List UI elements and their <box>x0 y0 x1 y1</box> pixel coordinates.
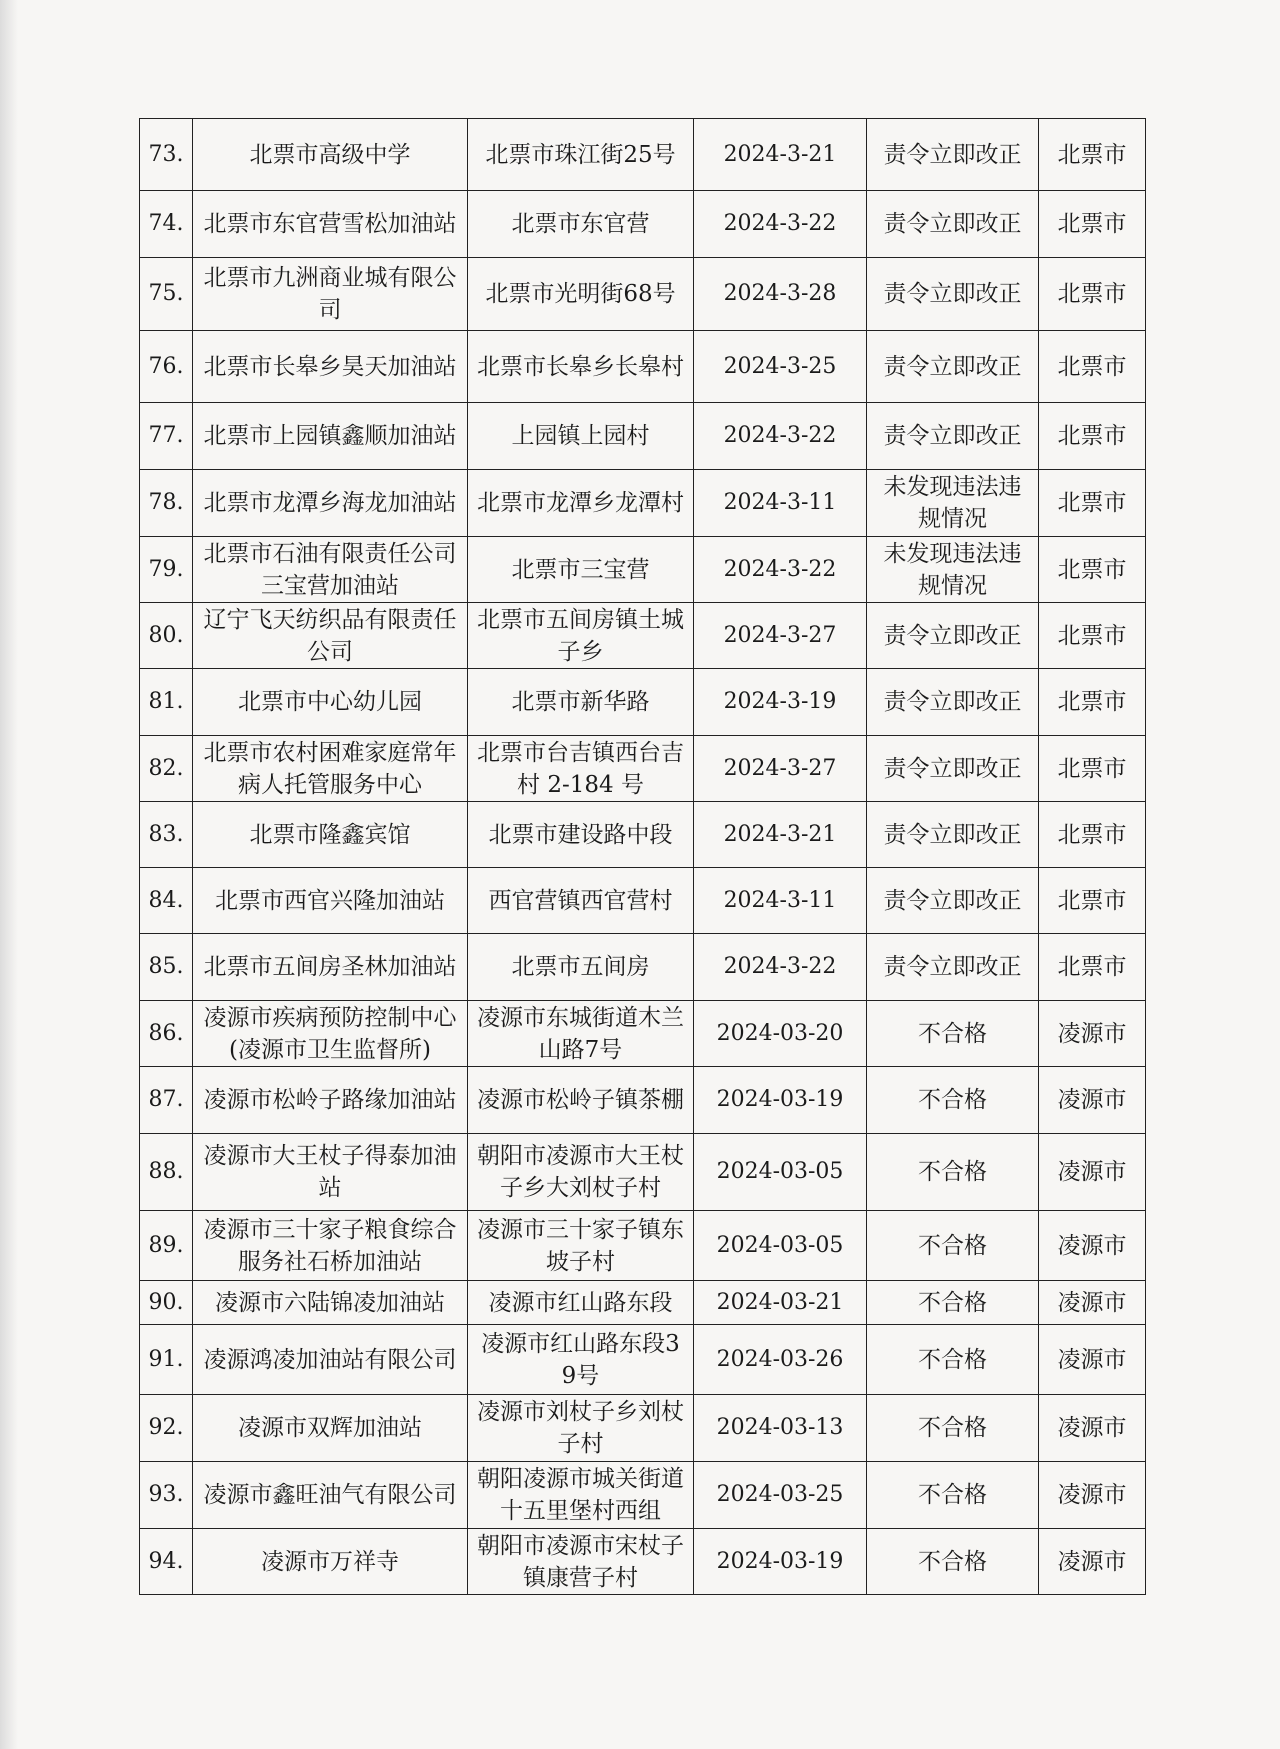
unit-name: 北票市长皋乡昊天加油站 <box>193 331 468 403</box>
region: 北票市 <box>1039 537 1146 603</box>
unit-name: 凌源市三十家子粮食综合服务社石桥加油站 <box>193 1211 468 1281</box>
inspection-date: 2024-03-25 <box>694 1462 867 1529</box>
unit-address: 北票市五间房镇土城子乡 <box>468 603 694 669</box>
inspection-result: 责令立即改正 <box>867 258 1039 331</box>
inspection-date: 2024-3-22 <box>694 191 867 258</box>
inspection-result: 责令立即改正 <box>867 403 1039 470</box>
table-row <box>140 1211 1146 1281</box>
table-row <box>140 258 1146 331</box>
row-number: 89. <box>140 1211 193 1281</box>
region: 北票市 <box>1039 258 1146 331</box>
table-row <box>140 868 1146 934</box>
unit-address: 上园镇上园村 <box>468 403 694 470</box>
inspection-date: 2024-3-22 <box>694 537 867 603</box>
region: 北票市 <box>1039 119 1146 191</box>
inspection-result: 责令立即改正 <box>867 603 1039 669</box>
region: 北票市 <box>1039 802 1146 868</box>
region: 凌源市 <box>1039 1001 1146 1067</box>
unit-address: 北票市龙潭乡龙潭村 <box>468 470 694 537</box>
unit-name: 凌源市六陆锦凌加油站 <box>193 1281 468 1325</box>
unit-address: 凌源市东城街道木兰山路7号 <box>468 1001 694 1067</box>
inspection-result: 不合格 <box>867 1134 1039 1211</box>
table-row <box>140 1067 1146 1134</box>
inspection-result: 责令立即改正 <box>867 331 1039 403</box>
unit-address: 北票市光明街68号 <box>468 258 694 331</box>
inspection-date: 2024-03-13 <box>694 1395 867 1462</box>
table-row <box>140 470 1146 537</box>
unit-name: 凌源市大王杖子得泰加油站 <box>193 1134 468 1211</box>
inspection-date: 2024-3-19 <box>694 669 867 736</box>
row-number: 91. <box>140 1325 193 1395</box>
table-row <box>140 331 1146 403</box>
inspection-date: 2024-3-21 <box>694 119 867 191</box>
inspection-result: 不合格 <box>867 1395 1039 1462</box>
unit-address: 北票市台吉镇西台吉村 2-184 号 <box>468 736 694 802</box>
unit-address: 北票市新华路 <box>468 669 694 736</box>
table-row <box>140 403 1146 470</box>
inspection-date: 2024-3-28 <box>694 258 867 331</box>
row-number: 90. <box>140 1281 193 1325</box>
unit-name: 凌源市万祥寺 <box>193 1529 468 1595</box>
unit-address: 北票市珠江街25号 <box>468 119 694 191</box>
inspection-date: 2024-3-27 <box>694 736 867 802</box>
region: 凌源市 <box>1039 1529 1146 1595</box>
region: 北票市 <box>1039 669 1146 736</box>
unit-name: 北票市九洲商业城有限公司 <box>193 258 468 331</box>
row-number: 79. <box>140 537 193 603</box>
inspection-date: 2024-3-25 <box>694 331 867 403</box>
unit-name: 北票市隆鑫宾馆 <box>193 802 468 868</box>
unit-name: 北票市中心幼儿园 <box>193 669 468 736</box>
row-number: 85. <box>140 934 193 1001</box>
region: 凌源市 <box>1039 1067 1146 1134</box>
row-number: 83. <box>140 802 193 868</box>
inspection-date: 2024-03-20 <box>694 1001 867 1067</box>
inspection-date: 2024-3-11 <box>694 470 867 537</box>
region: 北票市 <box>1039 331 1146 403</box>
row-number: 94. <box>140 1529 193 1595</box>
inspection-result: 不合格 <box>867 1462 1039 1529</box>
unit-address: 北票市五间房 <box>468 934 694 1001</box>
region: 凌源市 <box>1039 1134 1146 1211</box>
unit-name: 凌源市双辉加油站 <box>193 1395 468 1462</box>
table-row <box>140 669 1146 736</box>
region: 北票市 <box>1039 868 1146 934</box>
unit-name: 北票市五间房圣林加油站 <box>193 934 468 1001</box>
row-number: 93. <box>140 1462 193 1529</box>
inspection-result: 未发现违法违规情况 <box>867 537 1039 603</box>
unit-address: 朝阳市凌源市宋杖子镇康营子村 <box>468 1529 694 1595</box>
unit-name: 辽宁飞天纺织品有限责任公司 <box>193 603 468 669</box>
region: 凌源市 <box>1039 1395 1146 1462</box>
unit-address: 凌源市红山路东段 <box>468 1281 694 1325</box>
inspection-result: 未发现违法违规情况 <box>867 470 1039 537</box>
inspection-results-table <box>139 118 1146 1595</box>
table-row <box>140 603 1146 669</box>
inspection-result: 责令立即改正 <box>867 736 1039 802</box>
inspection-date: 2024-03-19 <box>694 1529 867 1595</box>
inspection-result: 责令立即改正 <box>867 669 1039 736</box>
unit-name: 北票市东官营雪松加油站 <box>193 191 468 258</box>
inspection-result: 不合格 <box>867 1211 1039 1281</box>
inspection-date: 2024-03-05 <box>694 1211 867 1281</box>
row-number: 78. <box>140 470 193 537</box>
table-row <box>140 802 1146 868</box>
row-number: 75. <box>140 258 193 331</box>
inspection-result: 不合格 <box>867 1281 1039 1325</box>
inspection-result: 不合格 <box>867 1067 1039 1134</box>
inspection-result: 责令立即改正 <box>867 934 1039 1001</box>
inspection-result: 责令立即改正 <box>867 868 1039 934</box>
row-number: 77. <box>140 403 193 470</box>
inspection-result: 责令立即改正 <box>867 802 1039 868</box>
table-row <box>140 1395 1146 1462</box>
inspection-result: 不合格 <box>867 1001 1039 1067</box>
row-number: 87. <box>140 1067 193 1134</box>
unit-name: 凌源市疾病预防控制中心(凌源市卫生监督所) <box>193 1001 468 1067</box>
inspection-result: 不合格 <box>867 1529 1039 1595</box>
table-row <box>140 1325 1146 1395</box>
row-number: 82. <box>140 736 193 802</box>
row-number: 80. <box>140 603 193 669</box>
unit-name: 凌源市鑫旺油气有限公司 <box>193 1462 468 1529</box>
region: 北票市 <box>1039 603 1146 669</box>
inspection-result: 责令立即改正 <box>867 119 1039 191</box>
unit-address: 北票市长皋乡长皋村 <box>468 331 694 403</box>
region: 北票市 <box>1039 736 1146 802</box>
table-row <box>140 1529 1146 1595</box>
unit-name: 北票市石油有限责任公司三宝营加油站 <box>193 537 468 603</box>
row-number: 84. <box>140 868 193 934</box>
inspection-date: 2024-3-22 <box>694 934 867 1001</box>
region: 北票市 <box>1039 403 1146 470</box>
inspection-date: 2024-3-27 <box>694 603 867 669</box>
region: 凌源市 <box>1039 1211 1146 1281</box>
unit-address: 凌源市刘杖子乡刘杖子村 <box>468 1395 694 1462</box>
unit-address: 凌源市松岭子镇茶棚 <box>468 1067 694 1134</box>
region: 凌源市 <box>1039 1281 1146 1325</box>
region: 凌源市 <box>1039 1325 1146 1395</box>
table-row <box>140 736 1146 802</box>
table-row <box>140 1462 1146 1529</box>
inspection-date: 2024-3-22 <box>694 403 867 470</box>
row-number: 73. <box>140 119 193 191</box>
region: 北票市 <box>1039 191 1146 258</box>
inspection-date: 2024-03-21 <box>694 1281 867 1325</box>
row-number: 86. <box>140 1001 193 1067</box>
unit-name: 北票市农村困难家庭常年病人托管服务中心 <box>193 736 468 802</box>
unit-address: 西官营镇西官营村 <box>468 868 694 934</box>
row-number: 76. <box>140 331 193 403</box>
unit-name: 北票市龙潭乡海龙加油站 <box>193 470 468 537</box>
unit-address: 北票市东官营 <box>468 191 694 258</box>
region: 凌源市 <box>1039 1462 1146 1529</box>
unit-name: 凌源鸿凌加油站有限公司 <box>193 1325 468 1395</box>
table-row <box>140 537 1146 603</box>
unit-name: 北票市西官兴隆加油站 <box>193 868 468 934</box>
table-row <box>140 1001 1146 1067</box>
row-number: 88. <box>140 1134 193 1211</box>
table-row <box>140 934 1146 1001</box>
region: 北票市 <box>1039 470 1146 537</box>
inspection-date: 2024-3-11 <box>694 868 867 934</box>
row-number: 92. <box>140 1395 193 1462</box>
row-number: 81. <box>140 669 193 736</box>
table-row <box>140 1134 1146 1211</box>
table-body <box>140 119 1146 1595</box>
row-number: 74. <box>140 191 193 258</box>
region: 北票市 <box>1039 934 1146 1001</box>
table-row <box>140 191 1146 258</box>
unit-address: 凌源市三十家子镇东坡子村 <box>468 1211 694 1281</box>
unit-address: 朝阳市凌源市大王杖子乡大刘杖子村 <box>468 1134 694 1211</box>
unit-address: 北票市建设路中段 <box>468 802 694 868</box>
inspection-result: 责令立即改正 <box>867 191 1039 258</box>
unit-name: 北票市高级中学 <box>193 119 468 191</box>
unit-address: 凌源市红山路东段39号 <box>468 1325 694 1395</box>
inspection-result: 不合格 <box>867 1325 1039 1395</box>
table-row <box>140 1281 1146 1325</box>
inspection-date: 2024-03-19 <box>694 1067 867 1134</box>
inspection-date: 2024-03-26 <box>694 1325 867 1395</box>
table-row <box>140 119 1146 191</box>
inspection-date: 2024-3-21 <box>694 802 867 868</box>
unit-name: 凌源市松岭子路缘加油站 <box>193 1067 468 1134</box>
unit-address: 朝阳凌源市城关街道十五里堡村西组 <box>468 1462 694 1529</box>
inspection-date: 2024-03-05 <box>694 1134 867 1211</box>
unit-address: 北票市三宝营 <box>468 537 694 603</box>
unit-name: 北票市上园镇鑫顺加油站 <box>193 403 468 470</box>
